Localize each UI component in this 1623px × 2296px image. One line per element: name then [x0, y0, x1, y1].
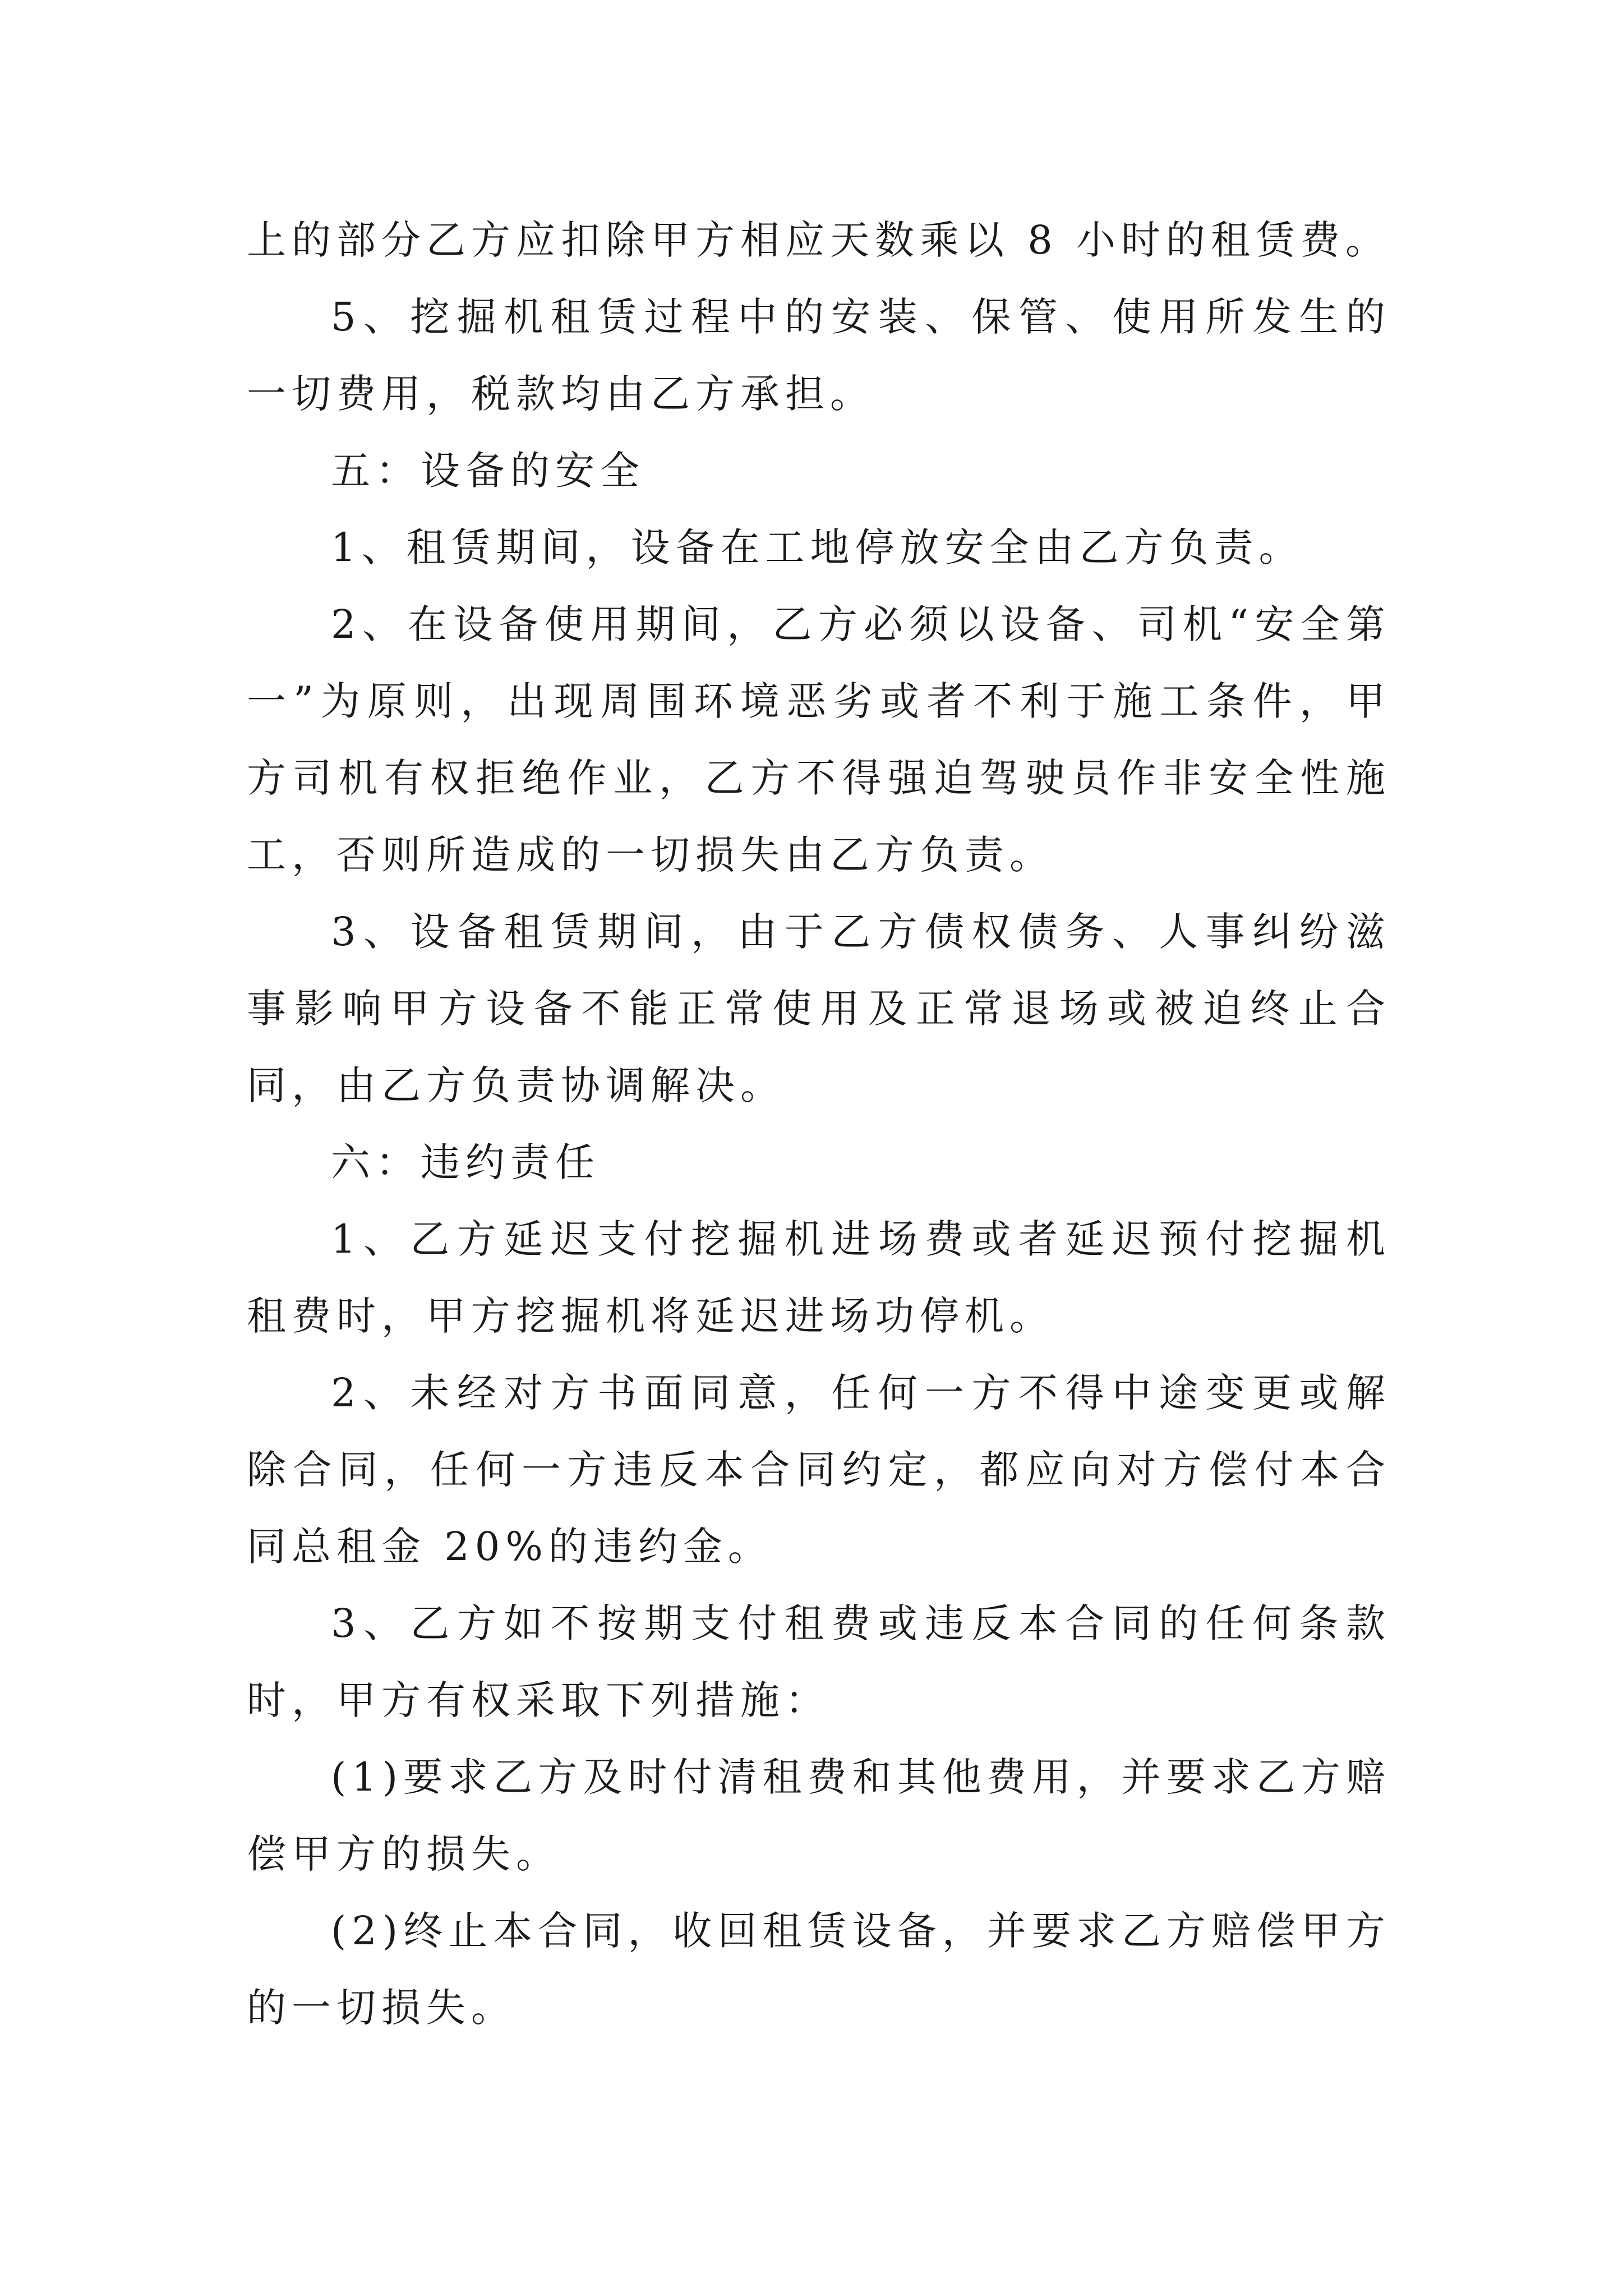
document-body [247, 202, 1391, 2046]
paragraph-11: (1)要求乙方及时付清租费和其他费用，并要求乙方赔偿甲方的损失。 [247, 1754, 1391, 1877]
paragraph-9: 2、未经对方书面同意，任何一方不得中途变更或解除合同，任何一方违反本合同约定，都应向对方偿付本合同总租金 20%的违约金。 [247, 1370, 1391, 1570]
paragraph-6: 3、设备租赁期间，由于乙方债权债务、人事纠纷滋事影响甲方设备不能正常使用及正常退场或被迫终止合同，由乙方负责协调解决。 [247, 909, 1391, 1108]
paragraph-2: 5、挖掘机租赁过程中的安装、保管、使用所发生的一切费用，税款均由乙方承担。 [247, 294, 1391, 417]
section-heading-liability: 六：违约责任 [331, 1139, 600, 1185]
paragraph-10: 3、乙方如不按期支付租费或违反本合同的任何条款时，甲方有权采取下列措施： [247, 1600, 1391, 1723]
paragraph-12: (2)终止本合同，收回租赁设备，并要求乙方赔偿甲方的一切损失。 [247, 1908, 1391, 2031]
paragraph-4: 1、租赁期间，设备在工地停放安全由乙方负责。 [331, 524, 1304, 570]
paragraph-1: 上的部分乙方应扣除甲方相应天数乘以 8 小时的租赁费。 [247, 217, 1391, 263]
paragraph-5: 2、在设备使用期间，乙方必须以设备、司机“安全第一”为原则，出现周围环境恶劣或者不利于施工条件，甲方司机有权拒绝作业，乙方不得强迫驾驶员作非安全性施工，否则所造成的一切损失由乙方负责。 [247, 601, 1391, 878]
paragraph-8: 1、乙方延迟支付挖掘机进场费或者延迟预付挖掘机租费时，甲方挖掘机将延迟进场功停机。 [247, 1216, 1391, 1339]
section-heading-equipment-safety: 五：设备的安全 [331, 448, 645, 494]
